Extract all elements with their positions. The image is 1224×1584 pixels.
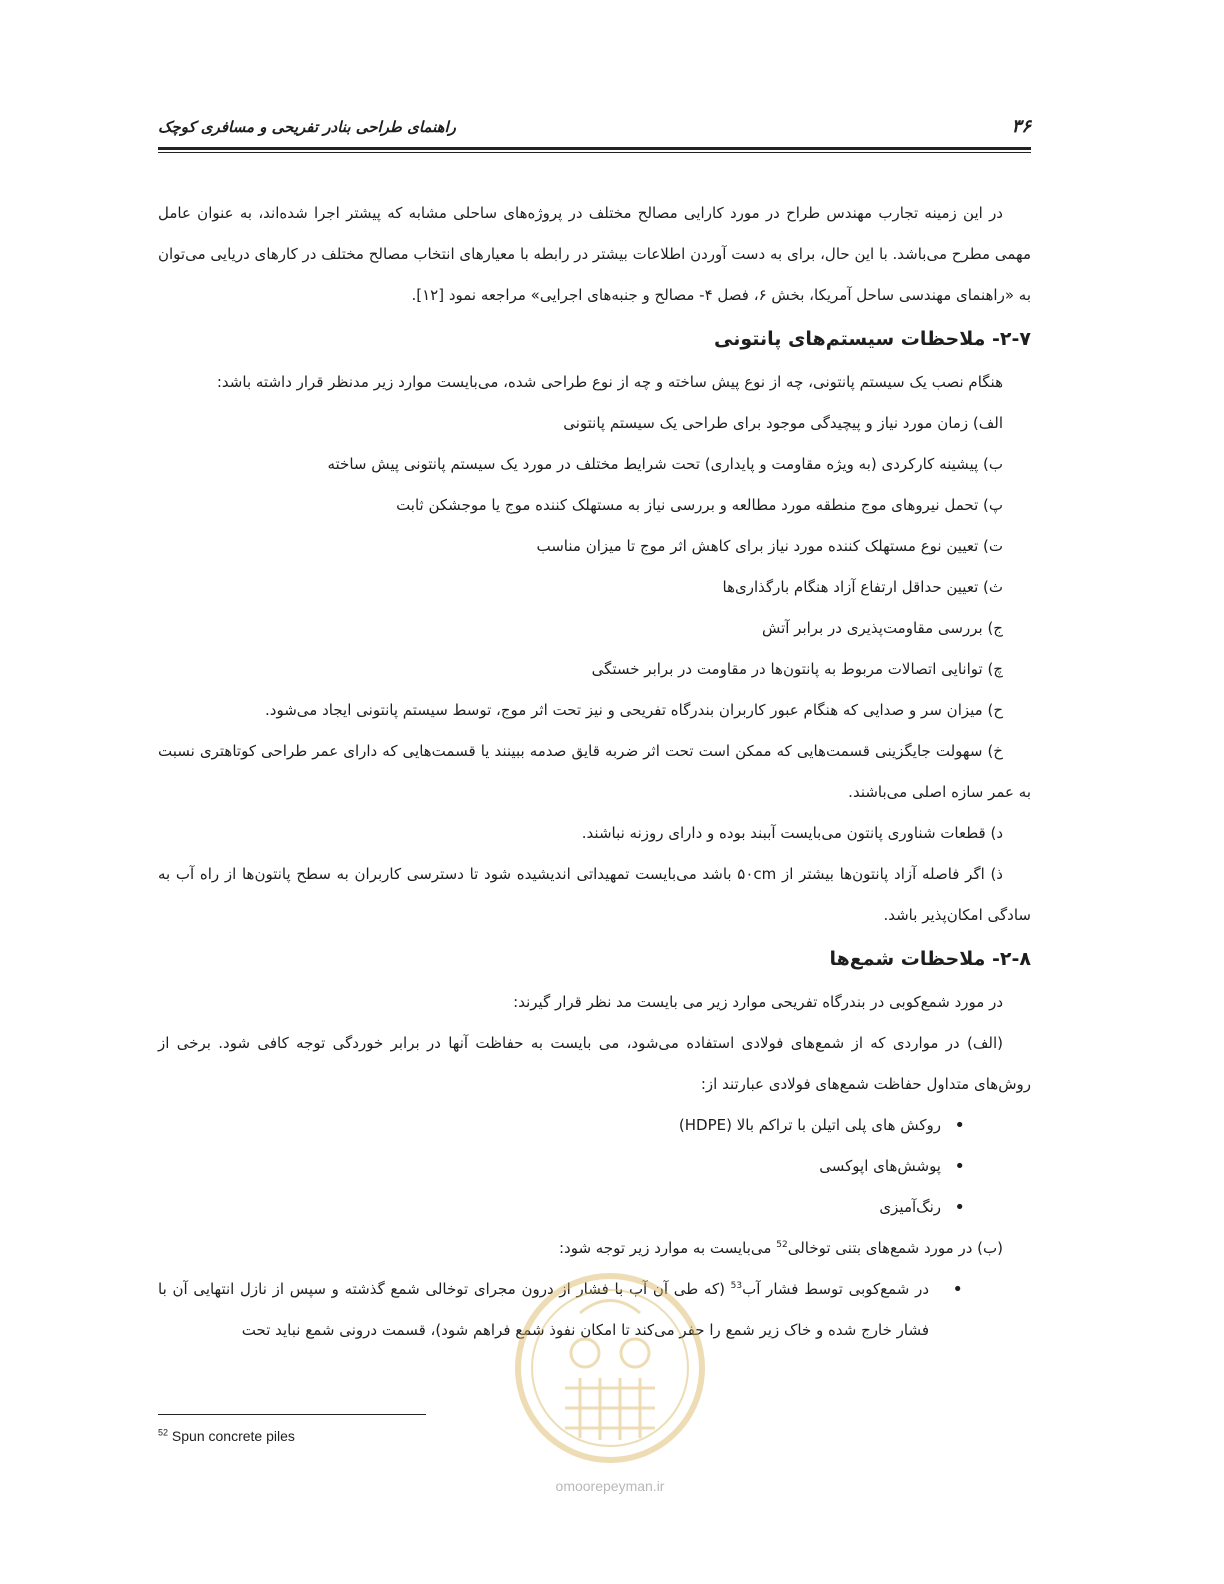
section-8-lead: در مورد شمع‌کوبی در بندرگاه تفریحی موارد زیر می بایست مد نظر قرار گیرند: xyxy=(513,993,1003,1011)
section-7-lead: هنگام نصب یک سیستم پانتونی، چه از نوع پیش ساخته و چه از نوع طراحی شده، می‌بایست موارد زیر مدنظر قرار داشته باشد: xyxy=(216,373,1003,391)
list-item: الف) زمان مورد نیاز و پیچیدگی موجود برای طراحی یک سیستم پانتونی xyxy=(563,414,1003,432)
footnote-number: 52 xyxy=(158,1427,169,1438)
list-item: ج) بررسی مقاومت‌پذیری در برابر آتش xyxy=(761,619,1003,637)
bullet-item: • رنگ‌آمیزی xyxy=(158,1187,1031,1228)
footnote-text: Spun concrete piles xyxy=(168,1428,295,1444)
list-item: ث) تعیین حداقل ارتفاع آزاد هنگام بارگذاری‌ها xyxy=(722,578,1003,596)
bullet-item: • پوشش‌های اپوکسی xyxy=(158,1146,1031,1187)
list-item: چ) توانایی اتصالات مربوط به پانتون‌ها در مقاومت در برابر خستگی xyxy=(591,660,1003,678)
intro-paragraph: در این زمینه تجارب مهندس طراح در مورد کارایی مصالح مختلف در پروژه‌های ساحلی مشابه که پیشتر اجرا شده‌اند، به عنوان عامل مهمی مطرح می‌باشد. با این حال، برای به دست آوردن اطلاعات بیشتر در رابطه با معیارهای انتخاب مصالح مختلف در کارهای دریایی می‌توان به «راهنمای مهندسی ساحل آمریکا، بخش ۶، فصل ۴- مصالح و جنبه‌های اجرایی» مراجعه نمود [۱۲]. xyxy=(158,204,1031,304)
list-item: ت) تعیین نوع مستهلک کننده مورد نیاز برای کاهش اثر موج تا میزان مناسب xyxy=(536,537,1003,555)
bullet-item xyxy=(158,1269,1031,1351)
bullet-b-text-end: (که طی آن آب با فشار از درون مجرای توخالی شمع گذشته و سپس از نازل انتهایی آن با فشار خارج شده و خاک زیر شمع را حفر می‌کند تا امکان نفوذ شمع فراهم شود)، قسمت درونی شمع نباید تحت xyxy=(158,1280,929,1339)
bullet-item: • روکش های پلی اتیلن با تراکم بالا (HDPE) xyxy=(158,1105,1031,1146)
footnote-rule xyxy=(158,1414,426,1415)
watermark-url: omoorepeyman.ir xyxy=(555,1478,665,1494)
section-8-item-a: (الف) در مواردی که از شمع‌های فولادی استفاده می‌شود، می بایست به حفاظت آنها در برابر خوردگی توجه کافی شود. برخی از روش‌های متداول حفاظت شمع‌های فولادی عبارتند از: xyxy=(158,1034,1031,1093)
section-8-item-b xyxy=(158,1228,1031,1269)
section-heading-2-7: ۲-۷- ملاحظات سیستم‌های پانتونی xyxy=(713,328,1031,350)
list-item: پ) تحمل نیروهای موج منطقه مورد مطالعه و بررسی نیاز به مستهلک کننده موج یا موجشکن ثابت xyxy=(396,496,1003,514)
list-item: ب) پیشینه کارکردی (به ویژه مقاومت و پایداری) تحت شرایط مختلف در مورد یک سیستم پانتونی پیش ساخته xyxy=(327,455,1003,473)
page-number: ۳۶ xyxy=(1011,116,1031,137)
running-title: راهنمای طراحی بنادر تفریحی و مسافری کوچک xyxy=(158,118,456,136)
list-item: ح) میزان سر و صدایی که هنگام عبور کاربران بندرگاه تفریحی و نیز تحت اثر موج، توسط سیستم پانتونی ایجاد می‌شود. xyxy=(265,701,1003,719)
protection-methods-list xyxy=(158,1105,1031,1228)
header-rule-thin xyxy=(158,152,1031,153)
header-rule-thick xyxy=(158,147,1031,150)
item-b-text-end: می‌بایست به موارد زیر توجه شود: xyxy=(558,1239,777,1257)
item-b-text: (ب) در مورد شمع‌های بتنی توخالی xyxy=(787,1239,1003,1257)
footnote-ref-53: 53 xyxy=(730,1281,743,1291)
page-body xyxy=(158,193,1031,1351)
list-item: ذ) اگر فاصله آزاد پانتون‌ها بیشتر از ۵۰cm باشد می‌بایست تمهیداتی اندیشیده شود تا دسترسی کاربران به سطح پانتون‌ها از راه آب به سادگی امکان‌پذیر باشد. xyxy=(158,865,1031,924)
list-item: خ) سهولت جایگزینی قسمت‌هایی که ممکن است تحت اثر ضربه قایق صدمه ببینند یا قسمت‌هایی که دارای عمر طراحی کوتاهتری نسبت به عمر سازه اصلی می‌باشند. xyxy=(158,742,1031,801)
section-heading-2-8: ۲-۸- ملاحظات شمع‌ها xyxy=(829,948,1031,970)
bullet-b-text: در شمع‌کوبی توسط فشار آب xyxy=(742,1280,929,1298)
footnote-ref-52: 52 xyxy=(776,1240,788,1250)
list-item: د) قطعات شناوری پانتون می‌بایست آببند بوده و دارای روزنه نباشند. xyxy=(581,824,1003,842)
hollow-pile-list xyxy=(158,1269,1031,1351)
footnote xyxy=(158,1428,295,1444)
running-header xyxy=(158,112,1031,146)
